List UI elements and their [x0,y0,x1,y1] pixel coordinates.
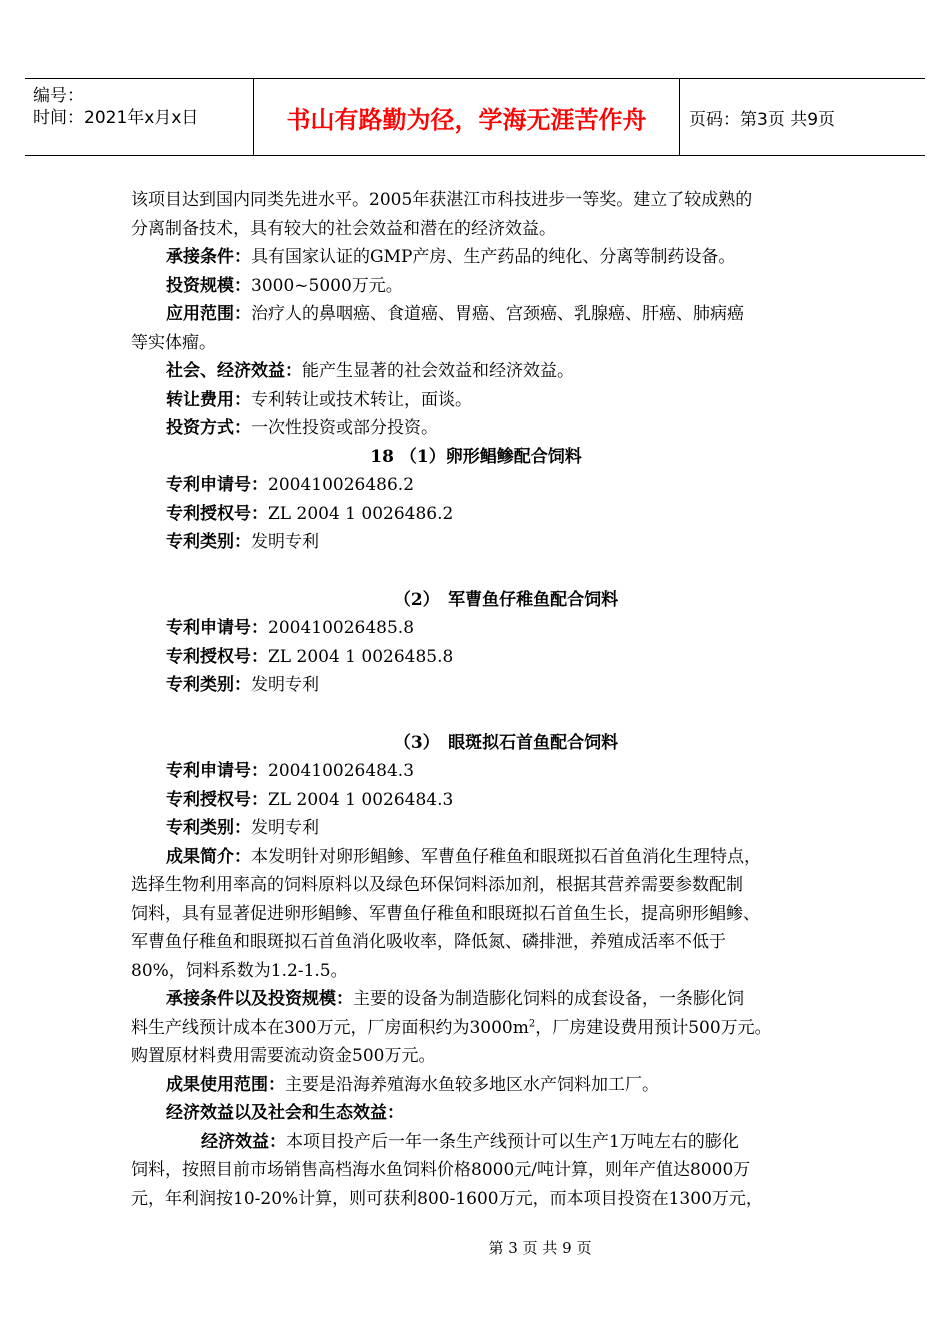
scope-continuation: 等实体瘤。 [131,332,216,353]
scope-text: 治疗人的鼻咽癌、食道癌、胃癌、宫颈癌、乳腺癌、肝癌、肺病癌 [251,304,744,324]
patent-3-application [131,757,821,786]
patent-2-type [131,671,821,700]
patent-2-grant-label: 专利授权号： [166,646,268,667]
area-superscript: 2 [528,1017,536,1029]
cond-invest-line-1 [131,985,821,1014]
econ-social-heading: 经济效益以及社会和生态效益： [166,1103,404,1123]
document-body [131,186,821,1213]
benefit-paragraph [131,357,821,386]
patent-2-title: （2） 军曹鱼仔稚鱼配合饲料 [393,589,619,610]
patent-3-type-value: 发明专利 [251,818,319,838]
patent-1-application [131,471,821,500]
patent-3-app-label: 专利申请号： [166,761,268,781]
patent-3-app-no: 200410026484.3 [268,761,415,781]
header-page-info: 页码：第3页 共9页 [689,110,836,130]
summary-line-3: 饲料，具有显著促进卵形鲳鲹、军曹鱼仔稚鱼和眼斑拟石首鱼生长，提高卵形鲳鲹、 [131,903,760,924]
scope-label: 应用范围： [166,304,251,324]
patent-3-type-label: 专利类别： [166,818,251,838]
patent-3-grant-no: ZL 2004 1 0026484.3 [268,789,454,810]
cond-invest-line-3: 购置原材料费用需要流动资金500万元。 [131,1046,436,1066]
summary-label: 成果简介： [166,846,251,867]
patent-3-title: （3） 眼斑拟石首鱼配合饲料 [393,732,619,753]
patent-2-app-label: 专利申请号： [166,618,268,638]
scope-paragraph [131,300,821,329]
conditions-text: 具有国家认证的GMP产房、生产药品的纯化、分离等制药设备。 [251,247,736,267]
spacer [131,557,821,586]
patent-1-grant-no: ZL 2004 1 0026486.2 [268,503,454,524]
econ-line-1 [131,1128,821,1157]
patent-1-app-label: 专利申请号： [166,475,268,495]
page-header [25,78,925,156]
header-divider-right [679,79,680,156]
page-footer: 第 3 页 共 9 页 [488,1239,592,1257]
cond-invest-text-2a: 料生产线预计成本在300万元，厂房面积约为3000m [131,1017,529,1038]
header-motto: 书山有路勤为径，学海无涯苦作舟 [286,106,647,134]
patent-2-type-value: 发明专利 [251,675,319,695]
patent-1-type-label: 专利类别： [166,532,251,552]
header-time: 时间：2021年x月x日 [33,108,199,128]
invest-mode-text: 一次性投资或部分投资。 [251,418,438,438]
patent-1-grant-label: 专利授权号： [166,503,268,524]
patent-1-type [131,528,821,557]
transfer-label: 转让费用： [166,389,251,410]
patent-2-grant-no: ZL 2004 1 0026485.8 [268,646,454,667]
benefit-text: 能产生显著的社会效益和经济效益。 [302,361,574,381]
cond-invest-line-2 [131,1014,821,1043]
summary-line-4: 军曹鱼仔稚鱼和眼斑拟石首鱼消化吸收率，降低氮、磷排泄，养殖成活率不低于 [131,932,726,952]
patent-3-grant-label: 专利授权号： [166,789,268,810]
econ-label: 经济效益： [201,1131,286,1152]
patent-2-application [131,614,821,643]
patent-3-type [131,814,821,843]
cond-invest-label: 承接条件以及投资规模： [166,989,353,1009]
summary-line-5: 80%，饲料系数为1.2-1.5。 [131,960,348,981]
invest-scale-paragraph [131,272,821,301]
transfer-paragraph [131,386,821,415]
intro-line-1: 该项目达到国内同类先进水平。2005年获湛江市科技进步一等奖。建立了较成熟的 [131,190,753,210]
patent-1-type-value: 发明专利 [251,532,319,552]
econ-text-1: 本项目投产后一年一条生产线预计可以生产1万吨左右的膨化 [286,1131,739,1152]
spacer [131,700,821,729]
patent-1-app-no: 200410026486.2 [268,475,415,495]
cond-invest-text-2b: ，厂房建设费用预计500万元。 [535,1017,772,1038]
usage-label: 成果使用范围： [166,1074,285,1095]
intro-line-2: 分离制备技术，具有较大的社会效益和潜在的经济效益。 [131,218,556,239]
benefit-label: 社会、经济效益： [166,361,302,381]
transfer-text: 专利转让或技术转让，面谈。 [251,389,472,410]
conditions-paragraph [131,243,821,272]
header-number: 编号： [33,86,84,106]
summary-line-1 [131,843,821,872]
patent-2-app-no: 200410026485.8 [268,618,415,638]
summary-line-2: 选择生物利用率高的饲料原料以及绿色环保饲料添加剂，根据其营养需要参数配制 [131,875,743,895]
cond-invest-text-1: 主要的设备为制造膨化饲料的成套设备，一条膨化饲 [353,989,744,1009]
header-meta [33,85,255,129]
patent-2-type-label: 专利类别： [166,675,251,695]
patent-2-grant [131,643,821,672]
usage-paragraph [131,1071,821,1100]
patent-1-grant [131,500,821,529]
patent-1-title: 18 （1）卵形鲳鲹配合饲料 [370,446,582,467]
invest-scale-label: 投资规模： [166,275,251,296]
invest-mode-label: 投资方式： [166,418,251,438]
invest-mode-paragraph [131,414,821,443]
conditions-label: 承接条件： [166,247,251,267]
patent-3-grant [131,786,821,815]
summary-text-1: 本发明针对卵形鲳鲹、军曹鱼仔稚鱼和眼斑拟石首鱼消化生理特点， [251,846,761,867]
invest-scale-text: 3000~5000万元。 [251,275,403,296]
usage-text: 主要是沿海养殖海水鱼较多地区水产饲料加工厂。 [285,1074,659,1095]
econ-line-3: 元，年利润按10-20%计算，则可获利800-1600万元，而本项目投资在1300万元， [131,1188,763,1209]
econ-line-2: 饲料，按照目前市场销售高档海水鱼饲料价格8000元/吨计算，则年产值达8000万 [131,1160,751,1180]
